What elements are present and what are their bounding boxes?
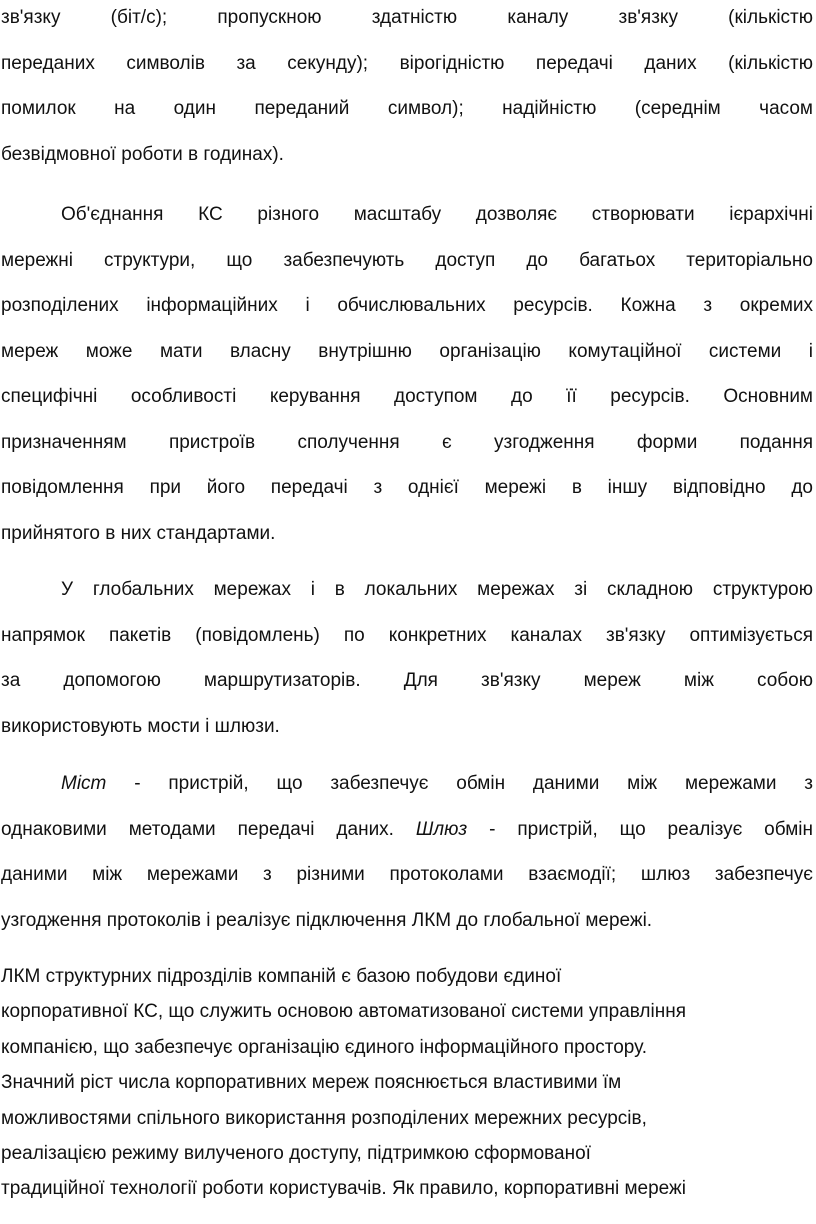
text-line: У глобальних мережах і в локальних мережах зі складною структурою (61, 579, 813, 600)
text-line: Значний ріст числа корпоративних мереж пояснюється властивими їм (1, 1072, 622, 1094)
text-line: можливостями спільного використання розподілених мережних ресурсів, (1, 1107, 647, 1129)
text-line: Об'єднання КС різного масштабу дозволяє створювати ієрархічні (61, 204, 813, 225)
text-fragment: - пристрій, що забезпечує обмін даними між мережами з (106, 773, 813, 794)
paragraph-corporate-networks (1, 959, 813, 1207)
paragraph-routers (1, 567, 813, 749)
paragraph-network-characteristics (1, 0, 813, 177)
text-fragment: - пристрій, що реалізує обмін (467, 818, 813, 840)
term-bridge: Міст (61, 773, 107, 794)
text-line: компанією, що забезпечує організацію єдиного інформаційного простору. (1, 1036, 647, 1058)
text-line: традиційної технології роботи користувачів. Як правило, корпоративні мережі (1, 1178, 686, 1200)
text-line: мережні структури, що забезпечують доступ до багатьох територіально (1, 249, 813, 271)
text-line: специфічні особливості керування доступом до її ресурсів. Основним (1, 386, 813, 407)
text-line: узгодження протоколів і реалізує підключення ЛКМ до глобальної мережі. (1, 909, 653, 931)
text-line: помилок на один переданий символ); надійністю (середнім часом (1, 98, 813, 119)
text-line: за допомогою маршрутизаторів. Для зв'язку мереж між собою (1, 670, 813, 691)
text-line: розподілених інформаційних і обчислювальних ресурсів. Кожна з окремих (1, 295, 813, 316)
text-line: зв'язку (біт/с); пропускною здатністю каналу зв'язку (кількістю (1, 7, 813, 28)
text-line (1, 761, 813, 807)
text-line: ЛКМ структурних підрозділів компаній є базою побудови єдиної (1, 966, 562, 987)
text-line: призначенням пристроїв сполучення є узгодження форми подання (1, 431, 813, 453)
text-line: переданих символів за секунду); вірогідністю передачі даних (кількістю (1, 52, 813, 74)
text-fragment: однаковими методами передачі даних. (1, 818, 416, 840)
paragraph-network-hierarchy (1, 192, 813, 556)
text-line: реалізацією режиму вилученого доступу, підтримкою сформованої (1, 1143, 591, 1165)
text-line: прийнятого в них стандартами. (1, 522, 276, 544)
text-line: напрямок пакетів (повідомлень) по конкретних каналах зв'язку оптимізується (1, 624, 813, 646)
text-line: використовують мости і шлюзи. (1, 715, 280, 737)
text-line (1, 807, 813, 853)
text-line: безвідмовної роботи в годинах). (1, 143, 284, 165)
paragraph-bridge-gateway (1, 761, 813, 943)
text-line: даними між мережами з різними протоколами взаємодії; шлюз забезпечує (1, 864, 813, 885)
term-gateway: Шлюз (415, 818, 468, 840)
text-line: повідомлення при його передачі з однієї мережі в іншу відповідно до (1, 477, 813, 498)
text-line: мереж може мати власну внутрішню організацію комутаційної системи і (1, 340, 813, 362)
text-line: корпоративної КС, що служить основою автоматизованої системи управління (1, 1001, 687, 1023)
